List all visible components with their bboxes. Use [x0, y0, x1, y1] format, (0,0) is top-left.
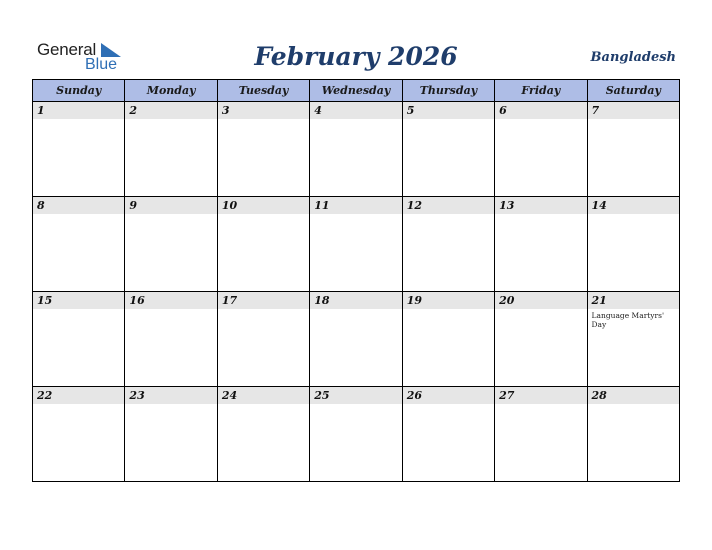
day-number: 7 [588, 102, 679, 119]
weekday-header: Friday [495, 80, 587, 102]
week-row [33, 292, 680, 387]
weekday-header: Sunday [33, 80, 125, 102]
day-cell [310, 197, 402, 292]
weekday-header: Saturday [587, 80, 679, 102]
weekday-header: Wednesday [310, 80, 402, 102]
day-cell [310, 102, 402, 197]
day-cell [402, 292, 494, 387]
day-cell [495, 387, 587, 482]
day-number: 11 [310, 197, 401, 214]
day-number: 22 [33, 387, 124, 404]
day-number: 1 [33, 102, 124, 119]
day-cell [495, 197, 587, 292]
day-number: 24 [218, 387, 309, 404]
day-cell [217, 197, 309, 292]
day-cell [33, 292, 125, 387]
week-row [33, 197, 680, 292]
day-number: 10 [218, 197, 309, 214]
day-number: 25 [310, 387, 401, 404]
weekday-header-row [33, 80, 680, 102]
page-title: February 2026 [254, 42, 458, 71]
day-number: 13 [495, 197, 586, 214]
day-cell [217, 292, 309, 387]
day-number: 12 [403, 197, 494, 214]
day-number: 17 [218, 292, 309, 309]
logo-text-blue: Blue [85, 56, 118, 73]
day-number: 16 [125, 292, 216, 309]
day-number: 8 [33, 197, 124, 214]
day-number: 15 [33, 292, 124, 309]
day-cell [217, 102, 309, 197]
day-cell [125, 102, 217, 197]
logo-text-general: General [37, 40, 97, 59]
holiday-label: Language Martyrs' Day [591, 311, 665, 329]
weekday-header: Tuesday [217, 80, 309, 102]
day-number: 5 [403, 102, 494, 119]
day-cell [33, 197, 125, 292]
day-cell [125, 387, 217, 482]
day-number: 6 [495, 102, 586, 119]
day-cell [587, 292, 679, 387]
day-cell [495, 292, 587, 387]
day-number: 18 [310, 292, 401, 309]
day-cell [125, 292, 217, 387]
day-number: 14 [588, 197, 679, 214]
day-cell [310, 292, 402, 387]
day-number: 3 [218, 102, 309, 119]
weekday-header: Monday [125, 80, 217, 102]
day-cell [217, 387, 309, 482]
day-cell [33, 387, 125, 482]
day-number: 4 [310, 102, 401, 119]
day-number: 28 [588, 387, 679, 404]
day-cell [402, 387, 494, 482]
day-number: 23 [125, 387, 216, 404]
country-label: Bangladesh [590, 50, 676, 65]
day-cell [33, 102, 125, 197]
day-number: 21 [588, 292, 679, 309]
day-number: 2 [125, 102, 216, 119]
day-number: 26 [403, 387, 494, 404]
day-cell [495, 102, 587, 197]
day-number: 27 [495, 387, 586, 404]
week-row [33, 102, 680, 197]
weekday-header: Thursday [402, 80, 494, 102]
week-row [33, 387, 680, 482]
calendar-grid [32, 79, 680, 482]
day-cell [310, 387, 402, 482]
day-cell [402, 197, 494, 292]
day-cell [587, 197, 679, 292]
day-cell [587, 387, 679, 482]
day-cell [125, 197, 217, 292]
day-number: 20 [495, 292, 586, 309]
day-number: 9 [125, 197, 216, 214]
day-cell [587, 102, 679, 197]
day-number: 19 [403, 292, 494, 309]
day-cell [402, 102, 494, 197]
